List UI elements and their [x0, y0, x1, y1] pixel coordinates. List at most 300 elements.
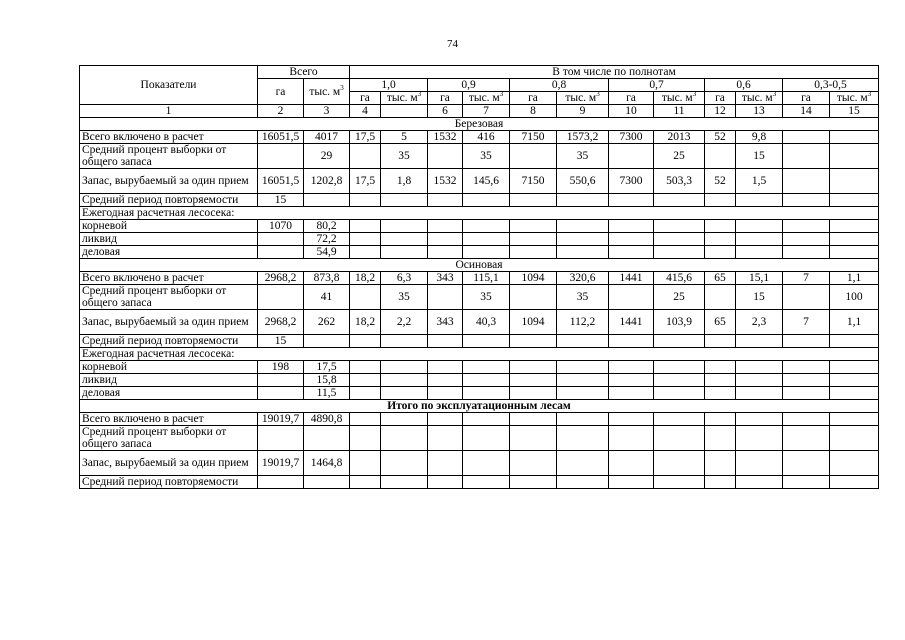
table-cell: [705, 194, 736, 207]
table-cell: [705, 374, 736, 387]
table-cell: [654, 374, 705, 387]
table-cell: [705, 451, 736, 476]
table-cell: [830, 374, 879, 387]
table-row: [80, 220, 879, 233]
table-cell: [510, 476, 557, 489]
table-row: [80, 374, 879, 387]
table-cell: [654, 451, 705, 476]
table-cell: 15: [258, 335, 304, 348]
table-cell: [654, 233, 705, 246]
table-row: [80, 348, 879, 361]
table-cell: 1464,8: [304, 451, 350, 476]
table-cell: 1532: [428, 169, 463, 194]
table-cell: [830, 169, 879, 194]
table-row: [80, 246, 879, 259]
header-density-5: 0,6: [705, 79, 783, 92]
table-cell: 1532: [428, 131, 463, 144]
table-cell: [654, 194, 705, 207]
table-cell: 65: [705, 310, 736, 335]
table-cell: [557, 451, 609, 476]
table-row: [80, 131, 879, 144]
header-density-1: 1,0: [350, 79, 428, 92]
table-cell: [350, 335, 381, 348]
table-cell: [463, 451, 510, 476]
table-cell: [705, 233, 736, 246]
row-label: ликвид: [80, 374, 258, 387]
table-cell: [350, 476, 381, 489]
table-cell: [783, 476, 830, 489]
section-title: Осиновая: [80, 259, 879, 272]
row-label: деловая: [80, 246, 258, 259]
table-cell: 145,6: [463, 169, 510, 194]
table-cell: [736, 476, 783, 489]
table-row: [80, 169, 879, 194]
table-cell: [830, 194, 879, 207]
table-cell: [557, 194, 609, 207]
table-cell: [428, 451, 463, 476]
table-cell: [830, 144, 879, 169]
table-cell: 1,1: [830, 272, 879, 285]
column-number: [381, 105, 428, 118]
table-cell: [258, 387, 304, 400]
table-cell: [258, 285, 304, 310]
table-cell: 1070: [258, 220, 304, 233]
table-row: [80, 413, 879, 426]
table-cell: [557, 476, 609, 489]
table-cell: 19019,7: [258, 413, 304, 426]
table-cell: [428, 144, 463, 169]
column-number: 3: [304, 105, 350, 118]
column-number: 9: [557, 105, 609, 118]
row-label: Запас, вырубаемый за один прием: [80, 310, 258, 335]
table-cell: [258, 246, 304, 259]
table-cell: [428, 426, 463, 451]
table-cell: 7150: [510, 169, 557, 194]
table-cell: [609, 426, 654, 451]
table-cell: 6,3: [381, 272, 428, 285]
table-cell: 35: [463, 144, 510, 169]
table-cell: 15,1: [736, 272, 783, 285]
table-cell: [304, 476, 350, 489]
table-cell: 35: [557, 144, 609, 169]
table-cell: [705, 246, 736, 259]
header-unit-ha: га: [783, 92, 830, 105]
table-cell: [557, 426, 609, 451]
table-cell: [428, 413, 463, 426]
table-cell: [705, 413, 736, 426]
table-cell: 198: [258, 361, 304, 374]
row-label: Ежегодная расчетная лесосека:: [80, 207, 879, 220]
table-cell: 2968,2: [258, 310, 304, 335]
table-cell: [463, 246, 510, 259]
table-cell: [830, 476, 879, 489]
table-cell: 15: [258, 194, 304, 207]
table-cell: 35: [463, 285, 510, 310]
table-cell: [350, 451, 381, 476]
header-density-4: 0,7: [609, 79, 705, 92]
column-number: 6: [428, 105, 463, 118]
table-cell: [736, 387, 783, 400]
table-cell: 100: [830, 285, 879, 310]
table-cell: [510, 246, 557, 259]
table-cell: [557, 374, 609, 387]
column-number: 8: [510, 105, 557, 118]
table-row: [80, 335, 879, 348]
table-cell: [350, 194, 381, 207]
table-cell: 1,5: [736, 169, 783, 194]
table-cell: [463, 426, 510, 451]
table-cell: 2968,2: [258, 272, 304, 285]
table-cell: [463, 387, 510, 400]
table-cell: 7300: [609, 131, 654, 144]
table-cell: 550,6: [557, 169, 609, 194]
table-cell: [654, 361, 705, 374]
table-cell: 16051,5: [258, 131, 304, 144]
table-cell: 2,2: [381, 310, 428, 335]
table-cell: [736, 194, 783, 207]
header-unit-volume: тыс. $м^3$: [654, 92, 705, 105]
table-cell: [557, 220, 609, 233]
table-cell: [463, 335, 510, 348]
row-label: корневой: [80, 361, 258, 374]
table-cell: [381, 194, 428, 207]
table-cell: [510, 233, 557, 246]
table-cell: [557, 361, 609, 374]
column-number: 15: [830, 105, 879, 118]
table-cell: [783, 220, 830, 233]
table-cell: [609, 413, 654, 426]
table-cell: [783, 169, 830, 194]
table-cell: [654, 246, 705, 259]
table-cell: [381, 451, 428, 476]
row-label: ликвид: [80, 233, 258, 246]
row-label: Всего включено в расчет: [80, 272, 258, 285]
table-row: [80, 426, 879, 451]
table-cell: [463, 374, 510, 387]
table-cell: 4017: [304, 131, 350, 144]
header-unit-volume: тыс. $м^3$: [557, 92, 609, 105]
header-total-volume: тыс. $м^3$: [304, 79, 350, 105]
table-cell: [350, 246, 381, 259]
header-density-3: 0,8: [510, 79, 609, 92]
table-cell: [381, 361, 428, 374]
table-cell: 15: [736, 144, 783, 169]
table-cell: [557, 233, 609, 246]
table-cell: [609, 374, 654, 387]
header-unit-ha: га: [510, 92, 557, 105]
table-cell: [304, 426, 350, 451]
column-number: 13: [736, 105, 783, 118]
table-cell: 35: [557, 285, 609, 310]
table-cell: [258, 374, 304, 387]
table-cell: [830, 451, 879, 476]
table-cell: 25: [654, 144, 705, 169]
table-cell: 40,3: [463, 310, 510, 335]
table-cell: [830, 131, 879, 144]
table-row: [80, 194, 879, 207]
table-cell: [736, 413, 783, 426]
table-cell: 1441: [609, 272, 654, 285]
table-cell: 29: [304, 144, 350, 169]
table-cell: 1094: [510, 310, 557, 335]
table-cell: [304, 335, 350, 348]
table-cell: [463, 194, 510, 207]
table-cell: [510, 144, 557, 169]
table-cell: [736, 220, 783, 233]
table-cell: [609, 361, 654, 374]
table-cell: 7: [783, 310, 830, 335]
row-label: Всего включено в расчет: [80, 131, 258, 144]
table-cell: 2,3: [736, 310, 783, 335]
table-cell: [428, 374, 463, 387]
table-cell: [304, 194, 350, 207]
table-cell: [830, 387, 879, 400]
row-label: Средний период повторяемости: [80, 476, 258, 489]
table-cell: [381, 374, 428, 387]
table-row: [80, 285, 879, 310]
table-cell: [510, 285, 557, 310]
table-cell: [463, 233, 510, 246]
table-cell: [609, 246, 654, 259]
table-cell: 1573,2: [557, 131, 609, 144]
table-row: [80, 207, 879, 220]
table-cell: [350, 144, 381, 169]
table-row: [80, 310, 879, 335]
table-cell: [736, 246, 783, 259]
table-cell: [428, 387, 463, 400]
table-cell: [736, 335, 783, 348]
table-cell: [557, 413, 609, 426]
table-cell: [705, 335, 736, 348]
table-cell: [654, 335, 705, 348]
table-cell: 7: [783, 272, 830, 285]
table-cell: 112,2: [557, 310, 609, 335]
row-label: Средний процент выборки от общего запаса: [80, 144, 258, 169]
header-unit-ha: га: [705, 92, 736, 105]
table-row: [80, 361, 879, 374]
table-cell: [350, 285, 381, 310]
header-unit-volume: тыс. $м^3$: [463, 92, 510, 105]
table-cell: [381, 413, 428, 426]
table-cell: 52: [705, 169, 736, 194]
table-cell: [783, 246, 830, 259]
table-cell: [783, 451, 830, 476]
table-cell: [609, 476, 654, 489]
table-cell: 17,5: [350, 131, 381, 144]
section-row: [80, 259, 879, 272]
table-cell: [783, 144, 830, 169]
column-number: 7: [463, 105, 510, 118]
table-cell: [381, 220, 428, 233]
table-row: [80, 272, 879, 285]
table-cell: 4890,8: [304, 413, 350, 426]
column-number: 14: [783, 105, 830, 118]
row-label: Ежегодная расчетная лесосека:: [80, 348, 879, 361]
table-cell: 18,2: [350, 310, 381, 335]
table-cell: [350, 233, 381, 246]
table-cell: 11,5: [304, 387, 350, 400]
row-label: Средний процент выборки от общего запаса: [80, 285, 258, 310]
table-cell: [381, 335, 428, 348]
table-cell: [783, 131, 830, 144]
header-unit-volume: тыс. $м^3$: [736, 92, 783, 105]
table-cell: [705, 361, 736, 374]
table-cell: [705, 144, 736, 169]
table-cell: [609, 233, 654, 246]
section-title: Итого по эксплуатационным лесам: [80, 400, 879, 413]
table-cell: [381, 387, 428, 400]
table-cell: 2013: [654, 131, 705, 144]
table-cell: 65: [705, 272, 736, 285]
column-number: 10: [609, 105, 654, 118]
header-unit-volume: тыс. $м^3$: [830, 92, 879, 105]
table-cell: 41: [304, 285, 350, 310]
table-cell: [830, 246, 879, 259]
table-cell: 1202,8: [304, 169, 350, 194]
header-total: Всего: [258, 66, 350, 79]
table-cell: [350, 413, 381, 426]
table-row: [80, 451, 879, 476]
table-cell: [654, 413, 705, 426]
table-cell: 16051,5: [258, 169, 304, 194]
table-cell: 415,6: [654, 272, 705, 285]
table-row: [80, 387, 879, 400]
column-number: 1: [80, 105, 258, 118]
table-cell: [830, 413, 879, 426]
table-cell: 320,6: [557, 272, 609, 285]
table-cell: 343: [428, 310, 463, 335]
table-cell: [350, 361, 381, 374]
table-cell: [428, 194, 463, 207]
table-cell: 1,8: [381, 169, 428, 194]
table-cell: [557, 246, 609, 259]
header-including: В том числе по полнотам: [350, 66, 879, 79]
table-cell: 17,5: [304, 361, 350, 374]
column-number: 11: [654, 105, 705, 118]
table-cell: [783, 387, 830, 400]
table-cell: [736, 374, 783, 387]
table-cell: [258, 476, 304, 489]
table-cell: 35: [381, 144, 428, 169]
table-cell: [736, 451, 783, 476]
table-cell: [350, 220, 381, 233]
row-label: Средний период повторяемости: [80, 335, 258, 348]
page-number: 74: [447, 38, 458, 50]
table-cell: [557, 387, 609, 400]
table-cell: 19019,7: [258, 451, 304, 476]
header-total-ha: га: [258, 79, 304, 105]
table-cell: 18,2: [350, 272, 381, 285]
table-cell: [609, 220, 654, 233]
table-cell: [609, 451, 654, 476]
header-density-2: 0,9: [428, 79, 510, 92]
table-cell: 17,5: [350, 169, 381, 194]
table-cell: [510, 387, 557, 400]
table-cell: 103,9: [654, 310, 705, 335]
table-cell: 7300: [609, 169, 654, 194]
table-cell: 25: [654, 285, 705, 310]
table-cell: [428, 361, 463, 374]
table-cell: 115,1: [463, 272, 510, 285]
table-cell: [381, 246, 428, 259]
table-cell: 80,2: [304, 220, 350, 233]
table-cell: [736, 361, 783, 374]
table-cell: 35: [381, 285, 428, 310]
table-cell: [510, 361, 557, 374]
table-cell: [258, 144, 304, 169]
table-cell: [705, 285, 736, 310]
table-cell: [510, 451, 557, 476]
table-cell: [830, 335, 879, 348]
table-cell: [830, 233, 879, 246]
table-cell: [783, 335, 830, 348]
table-cell: [783, 361, 830, 374]
table-cell: [783, 426, 830, 451]
table-cell: [705, 387, 736, 400]
table-cell: [258, 233, 304, 246]
table-cell: [350, 387, 381, 400]
table-cell: [381, 233, 428, 246]
table-cell: [428, 285, 463, 310]
table-cell: [830, 361, 879, 374]
table-cell: [705, 476, 736, 489]
table-row: [80, 144, 879, 169]
row-label: Всего включено в расчет: [80, 413, 258, 426]
column-number: 4: [350, 105, 381, 118]
section-row: [80, 118, 879, 131]
table-cell: 9,8: [736, 131, 783, 144]
table-cell: [654, 220, 705, 233]
header-unit-ha: га: [428, 92, 463, 105]
table-cell: [510, 413, 557, 426]
table-cell: [609, 335, 654, 348]
table-cell: 1094: [510, 272, 557, 285]
table-cell: [830, 220, 879, 233]
header-indicator: Показатели: [80, 66, 258, 105]
section-row: [80, 400, 879, 413]
row-label: Средний период повторяемости: [80, 194, 258, 207]
forest-stock-table: [79, 65, 879, 489]
section-title: Березовая: [80, 118, 879, 131]
table-cell: [463, 220, 510, 233]
table-cell: 416: [463, 131, 510, 144]
header-density-6: 0,3-0,5: [783, 79, 879, 92]
table-cell: 52: [705, 131, 736, 144]
table-cell: 54,9: [304, 246, 350, 259]
table-row: [80, 476, 879, 489]
table-cell: 7150: [510, 131, 557, 144]
table-cell: 343: [428, 272, 463, 285]
table-cell: [510, 374, 557, 387]
row-label: деловая: [80, 387, 258, 400]
table-cell: 503,3: [654, 169, 705, 194]
table-cell: [428, 335, 463, 348]
row-label: Запас, вырубаемый за один прием: [80, 451, 258, 476]
table-cell: [609, 387, 654, 400]
table-cell: [463, 361, 510, 374]
header-unit-ha: га: [350, 92, 381, 105]
table-cell: [830, 426, 879, 451]
table-cell: [428, 220, 463, 233]
header-unit-ha: га: [609, 92, 654, 105]
table-cell: [783, 374, 830, 387]
table-cell: [783, 413, 830, 426]
table-cell: 1441: [609, 310, 654, 335]
table-row: [80, 233, 879, 246]
table-cell: [705, 220, 736, 233]
table-cell: [428, 476, 463, 489]
row-label: Средний процент выборки от общего запаса: [80, 426, 258, 451]
